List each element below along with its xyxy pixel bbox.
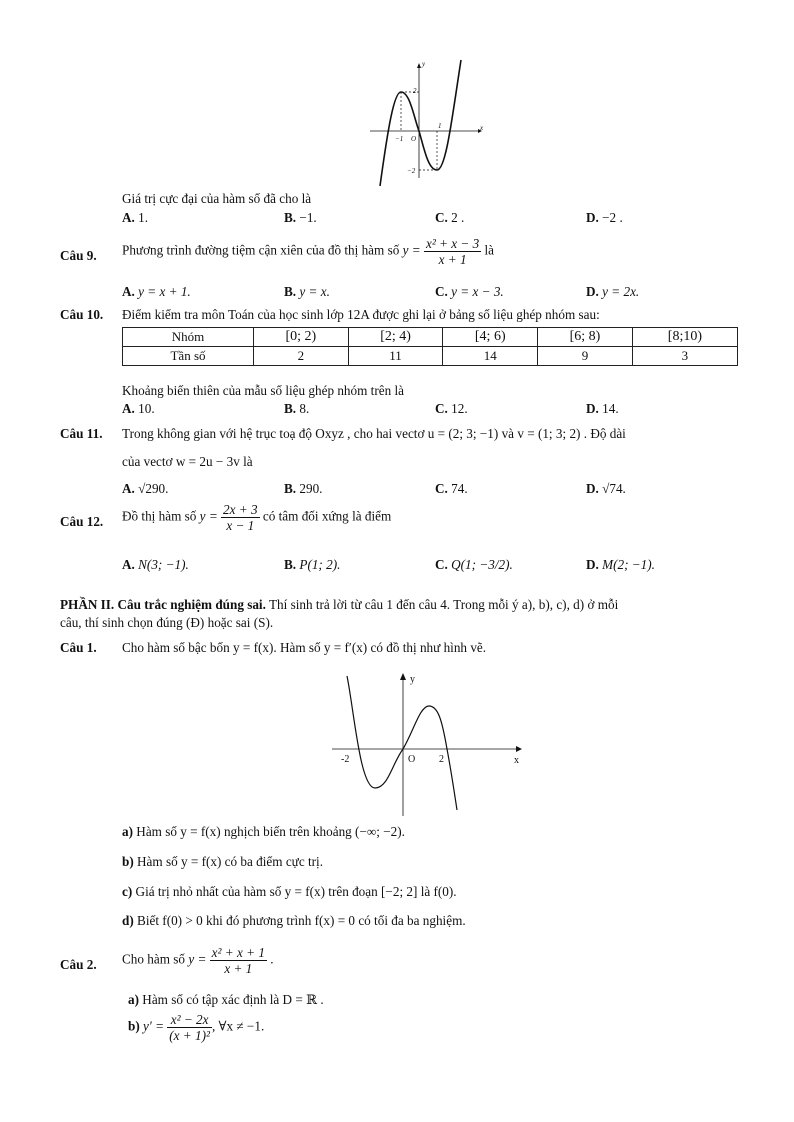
q11-choice-b[interactable]: B. 290. (284, 481, 323, 496)
graph1-tick-minus1: −1 (395, 135, 404, 143)
q12-choice-b[interactable]: B. P(1; 2). (284, 557, 341, 572)
q8-choice-c[interactable]: C. 2 . (435, 210, 465, 225)
q12-label: Câu 12. (60, 514, 104, 529)
p2q2-b-fraction: $\frac{\text{x² − 2x}}{\text{(x + 1)²}}$ (169, 1012, 210, 1043)
q11-choice-c[interactable]: C. 74. (435, 481, 468, 496)
q9-label: Câu 9. (60, 248, 97, 263)
q10-choice-d[interactable]: D. 14. (586, 401, 619, 416)
part2-heading: PHẦN II. Câu trắc nghiệm đúng sai. (60, 597, 266, 612)
table-header-frequency: Tần số (123, 347, 254, 366)
q9-choice-d[interactable]: D. y = 2x. (586, 284, 640, 299)
table-cell: [4; 6) (443, 328, 538, 347)
q12-choice-a[interactable]: A. N(3; −1). (122, 557, 189, 572)
table-header-group: Nhóm (123, 328, 254, 347)
q12-choice-c[interactable]: C. Q(1; −3/2). (435, 557, 513, 572)
table-row (123, 328, 738, 347)
table-row (123, 347, 738, 366)
graph2-tick-2: 2 (439, 754, 444, 765)
q10-choice-a[interactable]: A. 10. (122, 401, 155, 416)
p2q1-item-a[interactable]: a) Hàm số y = f(x) nghịch biến trên khoảng (−∞; −2). (122, 824, 405, 839)
graph2-y-label: y (410, 674, 415, 685)
part2-intro: PHẦN II. Câu trắc nghiệm đúng sai. Thí sinh trả lời từ câu 1 đến câu 4. Trong mỗi ý a), b), c), d) ở mỗi (60, 597, 619, 612)
table-cell: [8;10) (632, 328, 737, 347)
p2q1-item-c[interactable]: c) Giá trị nhỏ nhất của hàm số y = f(x) trên đoạn [−2; 2] là f(0). (122, 884, 457, 899)
q11-choice-a[interactable]: A. √290. (122, 481, 169, 496)
derivative-graph (330, 670, 530, 818)
part2-intro2: câu, thí sinh chọn đúng (Đ) hoặc sai (S). (60, 615, 274, 630)
table-cell: 11 (348, 347, 443, 366)
q8-text: Giá trị cực đại của hàm số đã cho là (122, 191, 312, 206)
p2q1-label: Câu 1. (60, 640, 97, 655)
frequency-table (122, 327, 738, 366)
table-cell: 14 (443, 347, 538, 366)
graph1-tick-2: 2 (413, 87, 417, 95)
q9-choice-c[interactable]: C. y = x − 3. (435, 284, 504, 299)
p2q2-item-b[interactable]: b) y′ = $\frac{\text{x² − 2x}}{\text{(x + 1)²}}$ , ∀x ≠ −1. (128, 1012, 265, 1043)
p2q1-item-d[interactable]: d) Biết f(0) > 0 khi đó phương trình f(x) = 0 có tối đa ba nghiệm. (122, 913, 466, 928)
q11-choice-d[interactable]: D. √74. (586, 481, 626, 496)
table-cell: [6; 8) (538, 328, 633, 347)
q9-stem: Phương trình đường tiệm cận xiên của đồ thị hàm số y = $\frac{\text{x² + x − 3}}{x + 1}$ là (122, 236, 495, 267)
graph1-y-label: y (422, 60, 426, 68)
table-cell: 3 (632, 347, 737, 366)
p2q1-item-b[interactable]: b) Hàm số y = f(x) có ba điểm cực trị. (122, 854, 323, 869)
graph1-tick-minus2: −2 (407, 167, 416, 175)
table-cell: [2; 4) (348, 328, 443, 347)
cubic-graph (366, 58, 490, 186)
q10-text: Điểm kiểm tra môn Toán của học sinh lớp 12A được ghi lại ở bảng số liệu ghép nhóm sau: (122, 307, 600, 322)
graph2-origin: O (408, 754, 416, 765)
q9-choice-b[interactable]: B. y = x. (284, 284, 330, 299)
p2q2-stem: Cho hàm số y = $\frac{\text{x² + x + 1}}{x + 1}$ . (122, 945, 274, 976)
q11-label: Câu 11. (60, 426, 103, 441)
q10-after: Khoảng biến thiên của mẫu số liệu ghép nhóm trên là (122, 383, 404, 398)
table-cell: 2 (254, 347, 349, 366)
graph2-tick-minus2: -2 (341, 754, 350, 765)
q11-line1: Trong không gian với hệ trục toạ độ Oxyz , cho hai vectơ u = (2; 3; −1) và v = (1; 3; 2) . Độ dài (122, 426, 626, 441)
p2q2-fraction: $\frac{\text{x² + x + 1}}{x + 1}$ (211, 945, 265, 976)
table-cell: [0; 2) (254, 328, 349, 347)
q10-choice-b[interactable]: B. 8. (284, 401, 310, 416)
table-cell: 9 (538, 347, 633, 366)
q9-choice-a[interactable]: A. y = x + 1. (122, 284, 191, 299)
q10-choice-c[interactable]: C. 12. (435, 401, 468, 416)
graph2-x-label: x (514, 755, 519, 766)
graph1-x-label: x (480, 124, 484, 132)
p2q2-label: Câu 2. (60, 957, 97, 972)
q8-choice-a[interactable]: A. 1. (122, 210, 149, 225)
q12-fraction: $\frac{2x + 3}{x - 1}$ (223, 502, 258, 533)
graph1-origin: O (411, 135, 417, 143)
q11-line2: của vectơ w = 2u − 3v là (122, 454, 253, 469)
p2q1-text: Cho hàm số bậc bốn y = f(x). Hàm số y = f′(x) có đồ thị như hình vẽ. (122, 640, 487, 655)
q12-stem: Đồ thị hàm số y = $\frac{2x + 3}{x - 1}$ có tâm đối xứng là điểm (122, 502, 392, 533)
q8-choice-b[interactable]: B. −1. (284, 210, 317, 225)
p2q2-item-a[interactable]: a) Hàm số có tập xác định là D = ℝ . (128, 992, 324, 1007)
q10-label: Câu 10. (60, 307, 104, 322)
graph1-tick-1: 1 (438, 122, 442, 130)
q12-choice-d[interactable]: D. M(2; −1). (586, 557, 655, 572)
q8-choice-d[interactable]: D. −2 . (586, 210, 623, 225)
q9-fraction: $\frac{\text{x² + x − 3}}{x + 1}$ (425, 236, 480, 267)
